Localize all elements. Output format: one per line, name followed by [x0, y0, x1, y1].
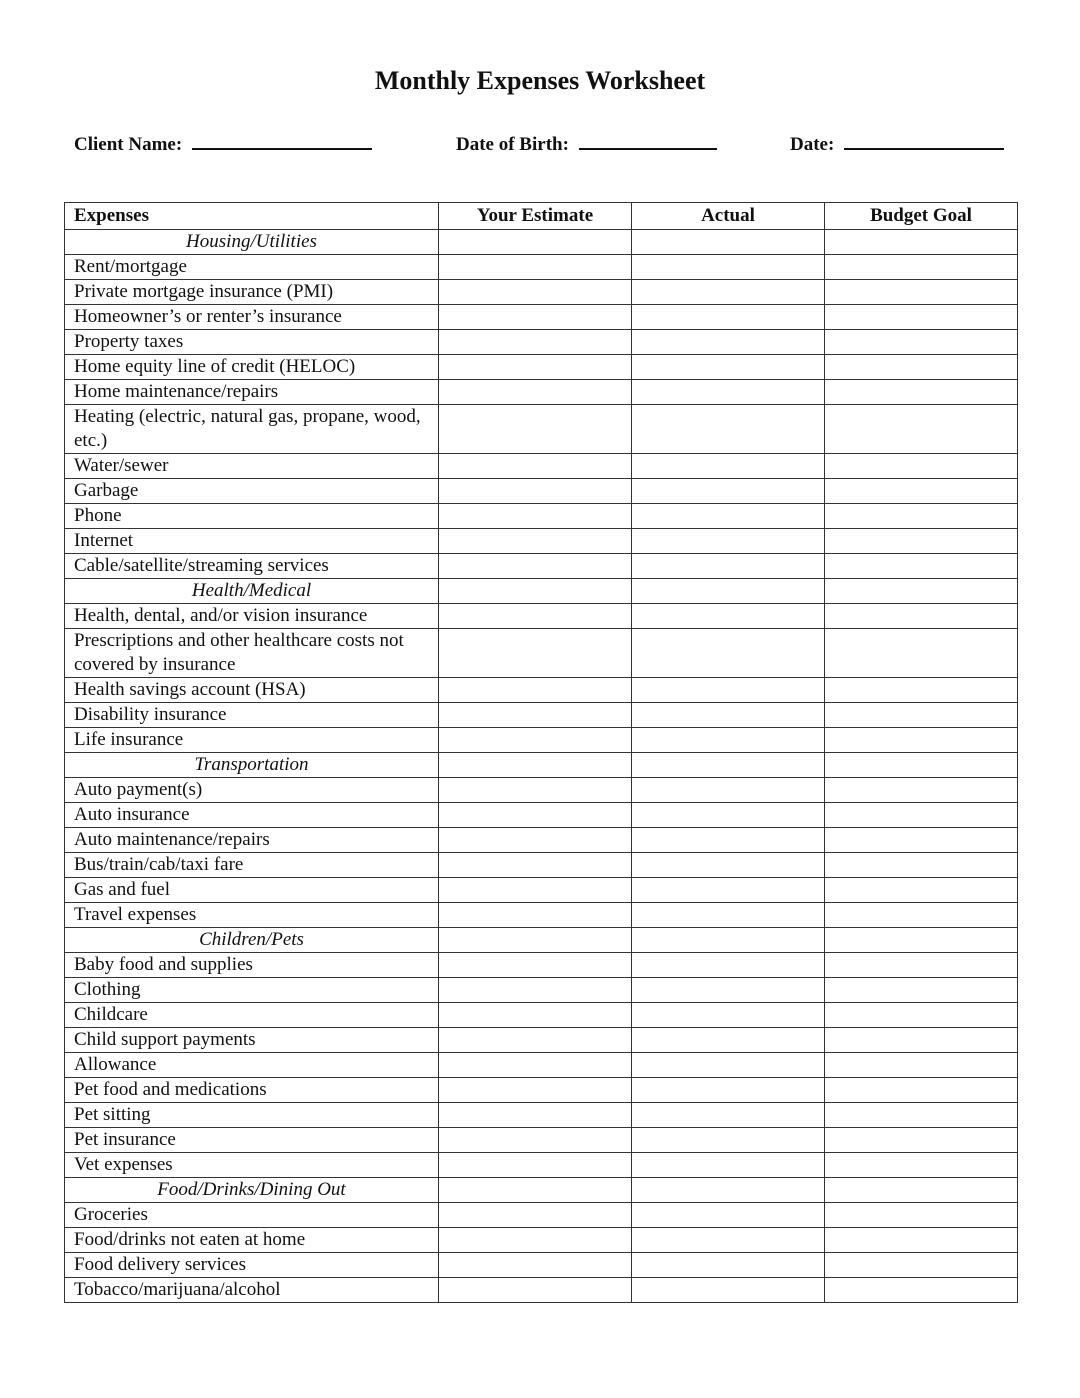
budget-goal-cell[interactable]: [825, 778, 1018, 803]
expense-label: Health, dental, and/or vision insurance: [65, 604, 439, 629]
expense-label: Pet sitting: [65, 1103, 439, 1128]
expense-label: Gas and fuel: [65, 878, 439, 903]
table-row: [65, 504, 1018, 529]
expense-label: Prescriptions and other healthcare costs not covered by insurance: [65, 629, 439, 678]
actual-cell[interactable]: [632, 878, 825, 903]
budget-goal-cell[interactable]: [825, 380, 1018, 405]
table-row: [65, 1103, 1018, 1128]
actual-cell[interactable]: [632, 1153, 825, 1178]
budget-goal-cell[interactable]: [825, 280, 1018, 305]
actual-cell[interactable]: [632, 230, 825, 255]
your-estimate-cell[interactable]: [439, 678, 632, 703]
table-row: [65, 479, 1018, 504]
actual-cell[interactable]: [632, 255, 825, 280]
budget-goal-cell[interactable]: [825, 1003, 1018, 1028]
budget-goal-cell[interactable]: [825, 330, 1018, 355]
your-estimate-cell[interactable]: [439, 1128, 632, 1153]
your-estimate-cell[interactable]: [439, 629, 632, 678]
client-name-blank[interactable]: [192, 128, 372, 150]
your-estimate-cell[interactable]: [439, 928, 632, 953]
expense-label: Homeowner’s or renter’s insurance: [65, 305, 439, 330]
expense-label: Health savings account (HSA): [65, 678, 439, 703]
actual-cell[interactable]: [632, 828, 825, 853]
your-estimate-cell[interactable]: [439, 1078, 632, 1103]
your-estimate-cell[interactable]: [439, 753, 632, 778]
your-estimate-cell[interactable]: [439, 1278, 632, 1303]
expense-label: Vet expenses: [65, 1153, 439, 1178]
your-estimate-cell[interactable]: [439, 405, 632, 454]
table-row: [65, 380, 1018, 405]
section-row: [65, 1178, 1018, 1203]
budget-goal-cell[interactable]: [825, 230, 1018, 255]
table-row: [65, 305, 1018, 330]
budget-goal-cell[interactable]: [825, 828, 1018, 853]
budget-goal-cell[interactable]: [825, 903, 1018, 928]
expense-label: Heating (electric, natural gas, propane, wood, etc.): [65, 405, 439, 454]
your-estimate-cell[interactable]: [439, 828, 632, 853]
your-estimate-cell[interactable]: [439, 1253, 632, 1278]
budget-goal-cell[interactable]: [825, 878, 1018, 903]
your-estimate-cell[interactable]: [439, 454, 632, 479]
your-estimate-cell[interactable]: [439, 355, 632, 380]
table-row: [65, 1078, 1018, 1103]
expense-label: Baby food and supplies: [65, 953, 439, 978]
actual-cell[interactable]: [632, 1278, 825, 1303]
table-row: [65, 978, 1018, 1003]
your-estimate-cell[interactable]: [439, 280, 632, 305]
actual-cell[interactable]: [632, 554, 825, 579]
your-estimate-cell[interactable]: [439, 878, 632, 903]
actual-cell[interactable]: [632, 330, 825, 355]
date-of-birth-field: [456, 128, 717, 159]
your-estimate-cell[interactable]: [439, 579, 632, 604]
budget-goal-cell[interactable]: [825, 504, 1018, 529]
table-row: [65, 604, 1018, 629]
actual-cell[interactable]: [632, 305, 825, 330]
table-header-row: [65, 203, 1018, 230]
actual-cell[interactable]: [632, 1003, 825, 1028]
budget-goal-cell[interactable]: [825, 1103, 1018, 1128]
header-budget-goal: Budget Goal: [825, 203, 1018, 230]
budget-goal-cell[interactable]: [825, 678, 1018, 703]
your-estimate-cell[interactable]: [439, 255, 632, 280]
your-estimate-cell[interactable]: [439, 903, 632, 928]
expense-label: Travel expenses: [65, 903, 439, 928]
expense-label: Disability insurance: [65, 703, 439, 728]
actual-cell[interactable]: [632, 978, 825, 1003]
actual-cell[interactable]: [632, 1203, 825, 1228]
page-title: Monthly Expenses Worksheet: [374, 66, 706, 95]
actual-cell[interactable]: [632, 1078, 825, 1103]
actual-cell[interactable]: [632, 853, 825, 878]
actual-cell[interactable]: [632, 1103, 825, 1128]
table-row: [65, 1228, 1018, 1253]
your-estimate-cell[interactable]: [439, 703, 632, 728]
your-estimate-cell[interactable]: [439, 604, 632, 629]
actual-cell[interactable]: [632, 280, 825, 305]
your-estimate-cell[interactable]: [439, 978, 632, 1003]
expense-label: Garbage: [65, 479, 439, 504]
expense-label: Pet food and medications: [65, 1078, 439, 1103]
budget-goal-cell[interactable]: [825, 355, 1018, 380]
your-estimate-cell[interactable]: [439, 1028, 632, 1053]
actual-cell[interactable]: [632, 1228, 825, 1253]
table-row: [65, 728, 1018, 753]
actual-cell[interactable]: [632, 529, 825, 554]
expense-label: Rent/mortgage: [65, 255, 439, 280]
table-row: [65, 803, 1018, 828]
your-estimate-cell[interactable]: [439, 479, 632, 504]
client-name-field: [74, 128, 372, 159]
header-your-estimate: Your Estimate: [439, 203, 632, 230]
actual-cell[interactable]: [632, 803, 825, 828]
actual-cell[interactable]: [632, 903, 825, 928]
section-label: Housing/Utilities: [65, 230, 439, 255]
table-row: [65, 828, 1018, 853]
table-row: [65, 853, 1018, 878]
expense-label: Cable/satellite/streaming services: [65, 554, 439, 579]
budget-goal-cell[interactable]: [825, 853, 1018, 878]
your-estimate-cell[interactable]: [439, 230, 632, 255]
actual-cell[interactable]: [632, 678, 825, 703]
section-row: [65, 230, 1018, 255]
client-info-row: [0, 128, 1080, 158]
table-row: [65, 255, 1018, 280]
table-row: [65, 1053, 1018, 1078]
expense-label: Home equity line of credit (HELOC): [65, 355, 439, 380]
expense-label: Internet: [65, 529, 439, 554]
budget-goal-cell[interactable]: [825, 405, 1018, 454]
budget-goal-cell[interactable]: [825, 629, 1018, 678]
table-row: [65, 330, 1018, 355]
header-expenses: Expenses: [65, 203, 439, 230]
budget-goal-cell[interactable]: [825, 1278, 1018, 1303]
your-estimate-cell[interactable]: [439, 504, 632, 529]
section-row: [65, 579, 1018, 604]
section-label: Transportation: [65, 753, 439, 778]
actual-cell[interactable]: [632, 454, 825, 479]
budget-goal-cell[interactable]: [825, 1228, 1018, 1253]
actual-cell[interactable]: [632, 1028, 825, 1053]
client-name-label: Client Name:: [74, 134, 183, 155]
budget-goal-cell[interactable]: [825, 305, 1018, 330]
budget-goal-cell[interactable]: [825, 554, 1018, 579]
table-row: [65, 1278, 1018, 1303]
expense-label: Auto maintenance/repairs: [65, 828, 439, 853]
budget-goal-cell[interactable]: [825, 1178, 1018, 1203]
budget-goal-cell[interactable]: [825, 1203, 1018, 1228]
your-estimate-cell[interactable]: [439, 1178, 632, 1203]
actual-cell[interactable]: [632, 1053, 825, 1078]
your-estimate-cell[interactable]: [439, 1053, 632, 1078]
budget-goal-cell[interactable]: [825, 479, 1018, 504]
budget-goal-cell[interactable]: [825, 1053, 1018, 1078]
budget-goal-cell[interactable]: [825, 978, 1018, 1003]
expense-label: Childcare: [65, 1003, 439, 1028]
actual-cell[interactable]: [632, 1253, 825, 1278]
table-row: [65, 280, 1018, 305]
expense-label: Property taxes: [65, 330, 439, 355]
budget-goal-cell[interactable]: [825, 1078, 1018, 1103]
table-row: [65, 554, 1018, 579]
your-estimate-cell[interactable]: [439, 728, 632, 753]
your-estimate-cell[interactable]: [439, 1003, 632, 1028]
your-estimate-cell[interactable]: [439, 554, 632, 579]
section-label: Health/Medical: [65, 579, 439, 604]
your-estimate-cell[interactable]: [439, 1153, 632, 1178]
your-estimate-cell[interactable]: [439, 1203, 632, 1228]
actual-cell[interactable]: [632, 504, 825, 529]
budget-goal-cell[interactable]: [825, 1028, 1018, 1053]
budget-goal-cell[interactable]: [825, 1153, 1018, 1178]
budget-goal-cell[interactable]: [825, 953, 1018, 978]
your-estimate-cell[interactable]: [439, 803, 632, 828]
expense-label: Auto payment(s): [65, 778, 439, 803]
actual-cell[interactable]: [632, 1178, 825, 1203]
your-estimate-cell[interactable]: [439, 1228, 632, 1253]
expense-label: Groceries: [65, 1203, 439, 1228]
budget-goal-cell[interactable]: [825, 703, 1018, 728]
header-actual: Actual: [632, 203, 825, 230]
table-row: [65, 405, 1018, 454]
actual-cell[interactable]: [632, 703, 825, 728]
budget-goal-cell[interactable]: [825, 803, 1018, 828]
table-row: [65, 678, 1018, 703]
your-estimate-cell[interactable]: [439, 853, 632, 878]
table-row: [65, 454, 1018, 479]
expense-label: Water/sewer: [65, 454, 439, 479]
date-field: [790, 128, 1004, 159]
budget-goal-cell[interactable]: [825, 1128, 1018, 1153]
your-estimate-cell[interactable]: [439, 330, 632, 355]
actual-cell[interactable]: [632, 380, 825, 405]
section-row: [65, 753, 1018, 778]
section-row: [65, 928, 1018, 953]
actual-cell[interactable]: [632, 778, 825, 803]
actual-cell[interactable]: [632, 928, 825, 953]
expense-label: Home maintenance/repairs: [65, 380, 439, 405]
table-row: [65, 355, 1018, 380]
expense-label: Child support payments: [65, 1028, 439, 1053]
actual-cell[interactable]: [632, 953, 825, 978]
table-row: [65, 878, 1018, 903]
expense-label: Clothing: [65, 978, 439, 1003]
table-row: [65, 1253, 1018, 1278]
table-row: [65, 529, 1018, 554]
expense-label: Tobacco/marijuana/alcohol: [65, 1278, 439, 1303]
your-estimate-cell[interactable]: [439, 380, 632, 405]
expense-label: Private mortgage insurance (PMI): [65, 280, 439, 305]
actual-cell[interactable]: [632, 479, 825, 504]
actual-cell[interactable]: [632, 753, 825, 778]
actual-cell[interactable]: [632, 604, 825, 629]
expense-label: Food delivery services: [65, 1253, 439, 1278]
date-label: Date:: [790, 134, 835, 155]
budget-goal-cell[interactable]: [825, 529, 1018, 554]
budget-goal-cell[interactable]: [825, 604, 1018, 629]
table-row: [65, 953, 1018, 978]
budget-goal-cell[interactable]: [825, 1253, 1018, 1278]
expense-label: Auto insurance: [65, 803, 439, 828]
table-row: [65, 703, 1018, 728]
table-row: [65, 1203, 1018, 1228]
table-row: [65, 903, 1018, 928]
actual-cell[interactable]: [632, 405, 825, 454]
date-of-birth-label: Date of Birth:: [456, 134, 569, 155]
actual-cell[interactable]: [632, 579, 825, 604]
your-estimate-cell[interactable]: [439, 1103, 632, 1128]
expenses-table-body: [65, 230, 1018, 1303]
actual-cell[interactable]: [632, 355, 825, 380]
your-estimate-cell[interactable]: [439, 953, 632, 978]
section-label: Children/Pets: [65, 928, 439, 953]
budget-goal-cell[interactable]: [825, 579, 1018, 604]
expense-label: Bus/train/cab/taxi fare: [65, 853, 439, 878]
budget-goal-cell[interactable]: [825, 454, 1018, 479]
table-row: [65, 778, 1018, 803]
expense-label: Allowance: [65, 1053, 439, 1078]
date-of-birth-blank[interactable]: [579, 128, 717, 150]
your-estimate-cell[interactable]: [439, 778, 632, 803]
table-row: [65, 1128, 1018, 1153]
budget-goal-cell[interactable]: [825, 255, 1018, 280]
table-row: [65, 1003, 1018, 1028]
budget-goal-cell[interactable]: [825, 753, 1018, 778]
budget-goal-cell[interactable]: [825, 728, 1018, 753]
section-label: Food/Drinks/Dining Out: [65, 1178, 439, 1203]
actual-cell[interactable]: [632, 1128, 825, 1153]
table-row: [65, 1153, 1018, 1178]
expense-label: Phone: [65, 504, 439, 529]
date-blank[interactable]: [844, 128, 1004, 150]
expense-label: Food/drinks not eaten at home: [65, 1228, 439, 1253]
table-row: [65, 629, 1018, 678]
expense-label: Pet insurance: [65, 1128, 439, 1153]
expense-label: Life insurance: [65, 728, 439, 753]
expenses-table: [64, 202, 1018, 1303]
your-estimate-cell[interactable]: [439, 305, 632, 330]
your-estimate-cell[interactable]: [439, 529, 632, 554]
actual-cell[interactable]: [632, 728, 825, 753]
actual-cell[interactable]: [632, 629, 825, 678]
table-row: [65, 1028, 1018, 1053]
budget-goal-cell[interactable]: [825, 928, 1018, 953]
